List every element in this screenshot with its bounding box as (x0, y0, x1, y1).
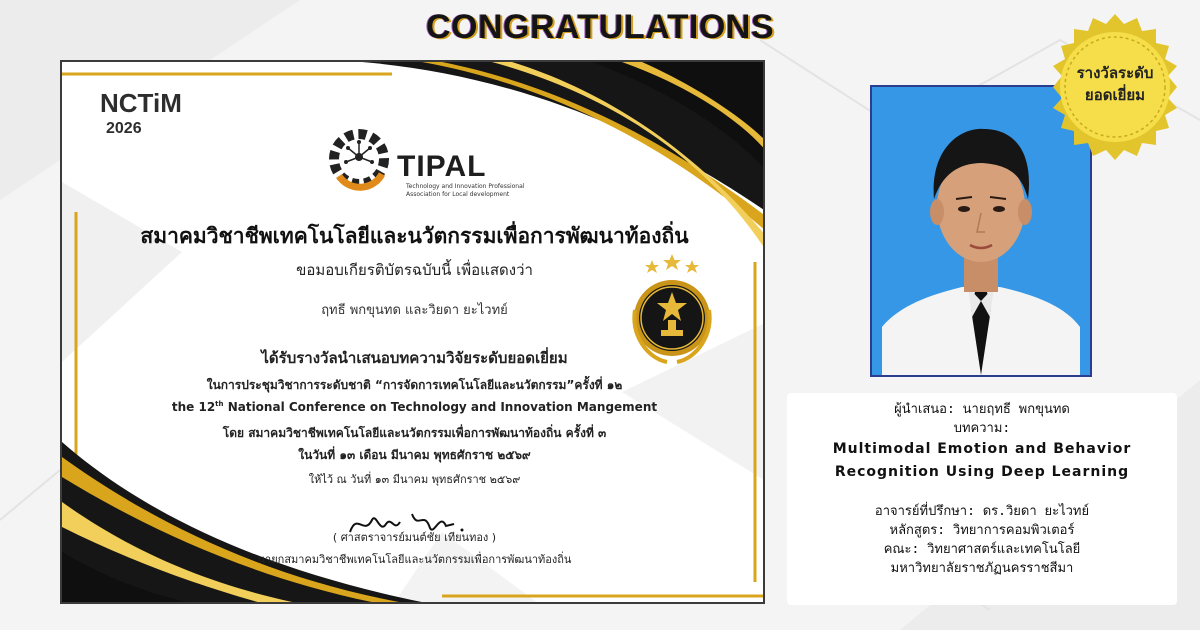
conference-thai: ในการประชุมวิชาการระดับชาติ “การจัดการเทคโนโลยีและนวัตกรรม”ครั้งที่ ๑๒ (206, 378, 623, 392)
program-line: หลักสูตร: วิทยาการคอมพิวเตอร์ (889, 523, 1075, 538)
congratulations-headline: CONGRATULATIONS (425, 8, 775, 46)
article-title-line-2: Recognition Using Deep Learning (834, 464, 1130, 480)
award-line: ได้รับรางวัลนำเสนอบทความวิจัยระดับยอดเยี่ยม (261, 349, 568, 367)
association-title: สมาคมวิชาชีพเทคโนโลยีและนวัตกรรมเพื่อการพัฒนาท้องถิ่น (140, 224, 689, 248)
organizer-line: โดย สมาคมวิชาชีพเทคโนโลยีและนวัตกรรมเพื่อการพัฒนาท้องถิ่น ครั้งที่ ๓ (222, 426, 607, 440)
article-label: บทความ: (953, 421, 1011, 436)
badge-line-1: รางวัลระดับ (1076, 64, 1154, 82)
tipal-logo-subtitle: Technology and Innovation Professional Association for Local development (406, 183, 525, 198)
advisor-line: อาจารย์ที่ปรึกษา: ดร.วิยดา ยะไวทย์ (874, 504, 1090, 519)
badge-line-2: ยอดเยี่ยม (1084, 86, 1146, 104)
certificate-content (62, 62, 765, 604)
signer-name: ( ศาสตราจารย์มนต์ชัย เทียนทอง ) (332, 531, 497, 544)
conference-english (62, 400, 765, 414)
recipients: ฤทธี พกขุนทด และวิยดา ยะไวทย์ (321, 303, 508, 318)
university-line: มหาวิทยาลัยราชภัฏนครราชสีมา (890, 561, 1074, 576)
conference-en-sup: th (215, 400, 224, 408)
date-line: ในวันที่ ๑๓ เดือน มีนาคม พุทธศักราช ๒๕๖๙ (298, 448, 531, 462)
nctim-logo: NCTiM (100, 88, 182, 118)
badge-text (1040, 62, 1190, 106)
conference-en-prefix: the 12 (171, 400, 216, 414)
presentation-info-card (787, 393, 1177, 605)
presented-line: ขอมอบเกียรติบัตรฉบับนี้ เพื่อแสดงว่า (296, 261, 533, 279)
tipal-logo-text: TIPAL (397, 150, 487, 183)
given-line: ให้ไว้ ณ วันที่ ๑๓ มีนาคม พุทธศักราช ๒๕๖๙ (308, 473, 521, 486)
trophy-laurel-emblem-icon (617, 250, 727, 380)
tipal-gear-logo-icon (324, 124, 394, 194)
article-title-line-1: Multimodal Emotion and Behavior (832, 441, 1132, 457)
presenter-line: ผู้นำเสนอ: นายฤทธี พกขุนทด (894, 402, 1070, 417)
conference-en-rest: National Conference on Technology and Innovation Mangement (223, 400, 658, 414)
signer-title: นายกสมาคมวิชาชีพเทคโนโลยีและนวัตกรรมเพื่อการพัฒนาท้องถิ่น (257, 553, 572, 566)
certificate (60, 60, 765, 604)
faculty-line: คณะ: วิทยาศาสตร์และเทคโนโลยี (883, 542, 1081, 557)
nctim-logo-year: 2026 (106, 120, 142, 137)
